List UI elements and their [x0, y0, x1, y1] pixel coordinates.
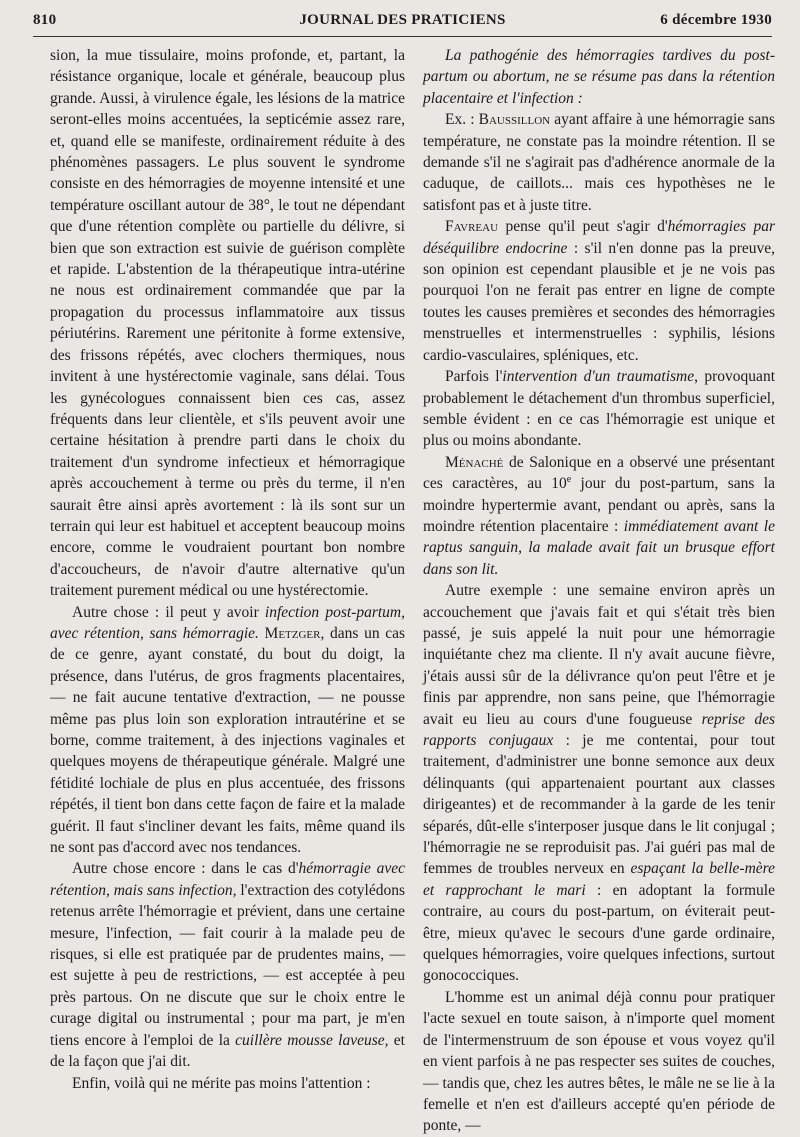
author-name: Baussillon: [478, 111, 551, 129]
paragraph: sion, la mue tissulaire, moins profonde, et, partant, la résistance organique, locale et générale, beaucoup plus grande. Aussi, à virulence égale, les lésions de la matrice seront-elles moins accentuées, la septicémie assez rare, et, quand elle se manifeste, ordinairement réduite à des phénomènes passagers. Le plus souvent le syndrome consiste en des hémorragies de moyenne intensité et une température oscillant autour de 38°, le tout ne dépendant que d'une rétention complète ou partielle du délivre, si bien que son extraction est suivie de guérison complète et rapide. L'abstention de la thérapeutique intra-utérine ne nous est ordinairement commandée que par la propagation du processus inflammatoire aux tissus périutérins. Rarement une péritonite à forme extensive, des frissons répétés, avec clochers thermiques, nous invitent à une hystérectomie vaginale, sans délai. Tous les gynécologues connaissent bien ces cas, assez fréquents dans leur clientèle, et s'ils peuvent avoir une certaine hésitation à prendre parti dans le choix du traitement d'un syndrome infectieux et hémorragique après accouchement à terme ou près du terme, il n'en saurait être ainsi après avortement : là ils sont sur un terrain qui leur est habituel et acceptent beaucoup moins encore, comme le voudraient pourtant bon nombre d'accoucheurs, de n'avoir d'autre alternative qu'un traitement purement médical ou une hystérectomie.: [50, 47, 405, 600]
paragraph: Parfois l'intervention d'un traumatisme, provoquant probablement le détachement d'un thrombus superficiel, semble évident : en ce cas l'hémorragie est unique et plus ou moins abondante.: [423, 368, 775, 450]
author-name: Ménaché: [445, 453, 504, 471]
author-name: Metzger: [264, 624, 321, 642]
paragraph: Autre chose encore : dans le cas d'hémorragie avec rétention, mais sans infection, l'extraction des cotylédons retenus arrête l'hémorragie et prévient, dans une certaine mesure, l'infection, — fait courir à la malade peu de risques, si elle est pratiquée par de prudentes mains, — est sujette à peu de restrictions, — est acceptée à peu près partous. On ne discute que sur le choix entre le curage digital ou instrumental ; pour ma part, je m'en tiens encore à l'emploi de la cuillère mousse laveuse, et de la façon que j'ai dit.: [50, 860, 405, 1071]
page-number: 810: [33, 12, 57, 28]
paragraph: Autre exemple : une semaine environ après un accouchement que j'avais fait et qui s'était très bien passé, je suis appelé la nuit pour une hémorragie inquiétante chez ma cliente. Il n'y avait aucune fièvre, j'étais aussi sûr de la délivrance qu'on peut l'être et je finis par apprendre, non sans peine, que l'hémorragie avait eu lieu au cours d'une fougueuse reprise des rapports conjugaux : je me contentai, pour tout traitement, d'administrer une bonne semonce aux deux délinquants (qui appartenaient pourtant aux classes dirigeantes) et de recommander à la garde de les tenir séparés, dût-elle s'interposer jusque dans le lit conjugal ; l'hémorragie ne se reproduisit pas. J'ai guéri pas mal de femmes de troubles nerveux en espaçant la belle-mère et rapprochant le mari : en adoptant la formule contraire, au cours du post-partum, on éviterait peut-être, mieux qu'avec le secours d'une garde ordinaire, quelques hémorragies, voire quelques infections, surtout gonococciques.: [423, 582, 776, 985]
paragraph: La pathogénie des hémorragies tardives du post-partum ou abortum, ne se résume pas dans la rétention placentaire et l'infection :: [423, 47, 775, 107]
issue-date: 6 décembre 1930: [660, 12, 772, 28]
paragraph: Ménaché de Salonique en a observé une présentant ces caractères, au 10e jour du post-partum, sans la moindre hypertermie avant, pendant ou après, sans la moindre rétention placentaire : immédiatement avant le raptus sanguin, la malade avait fait un brusque effort dans son lit.: [423, 453, 775, 578]
running-header: [33, 12, 772, 38]
paragraph: Enfin, voilà qui ne mérite pas moins l'attention :: [72, 1074, 371, 1092]
author-name: Favreau: [445, 218, 499, 236]
paragraph: Ex. : Baussillon ayant affaire à une hémorragie sans température, ne constate pas la moindre rétention. Il se demande s'il ne s'agirait pas d'adhérence anormale de la caduque, de caillots... mais ces hypothèses ne le satisfont pas et à juste titre.: [423, 111, 775, 214]
paragraph: Autre chose : il peut y avoir infection post-partum, avec rétention, sans hémorragie. Metzger, dans un cas de ce genre, ayant constaté, du bout du doigt, la présence, dans l'utérus, de gros fragments placentaires, — ne fait aucune tentative d'extraction, — ne pousse même pas plus loin son exploration intrautérine et se borne, comme traitement, à des injections vaginales et quelques moyens de thérapeutique générale. Malgré une fétidité lochiale de plus en plus accentuée, des frissons répétés, il tient bon dans cette façon de faire et la malade guérit. Il faut s'incliner devant les faits, même quand ils ne sont pas d'accord avec nos tendances.: [50, 603, 405, 857]
right-column: [423, 45, 776, 1135]
journal-title: JOURNAL DES PRATICIENS: [299, 12, 506, 28]
left-column: [50, 45, 405, 1090]
header-rule: [33, 36, 772, 37]
paragraph: L'homme est un animal déjà connu pour pratiquer l'acte sexuel en toute saison, à n'importe quel moment de l'intermenstruum de son épouse et vous voyez qu'il en vient parfois à ne pas respecter ses suites de couches, — tandis que, chez les autres bêtes, le mâle ne se lie à la femelle et n'en est d'ailleurs accepté qu'en période de ponte, —: [423, 988, 775, 1135]
paragraph: Favreau pense qu'il peut s'agir d'hémorragies par déséquilibre endocrine : s'il n'en donne pas la preuve, son opinion est cependant plausible et je ne vois pas pourquoi l'on ne ferait pas entrer en ligne de compte toutes les causes premières et secondes des hémorragies menstruelles et intermenstruelles : syphilis, lésions cardio-vasculaires, spléniques, etc.: [423, 218, 775, 364]
